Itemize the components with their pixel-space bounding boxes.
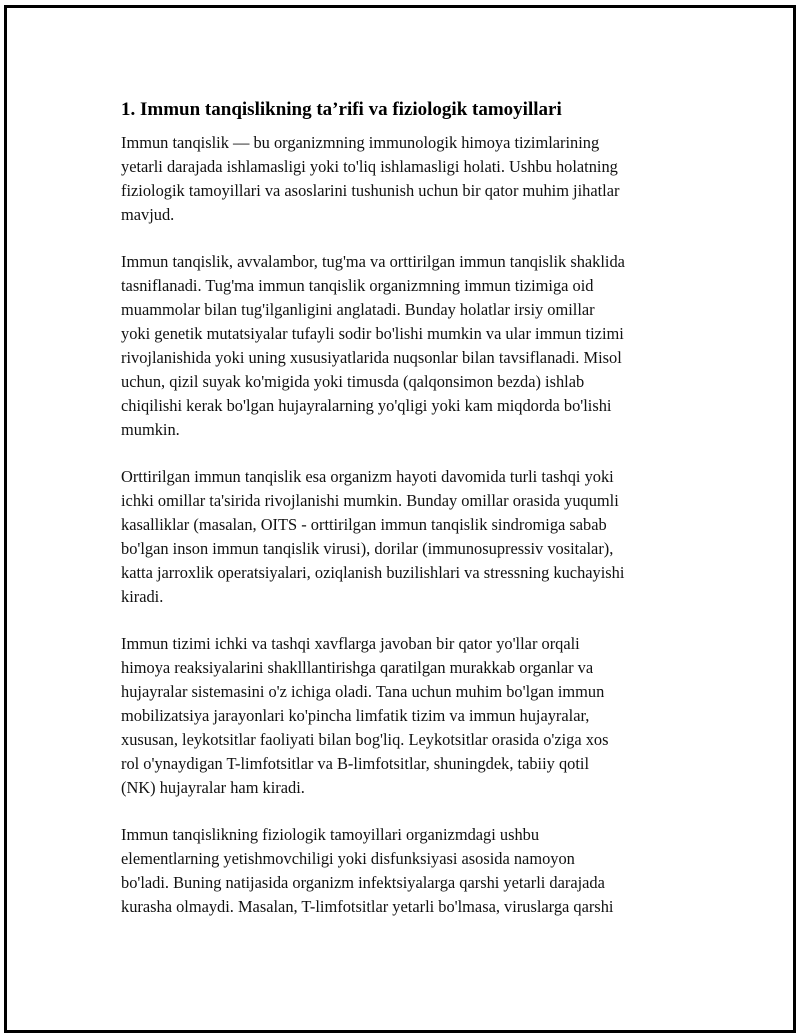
text-line: bo'ladi. Buning natijasida organizm infektsiyalarga qarshi yetarli darajada xyxy=(121,873,605,892)
paragraph-definition xyxy=(121,131,689,227)
text-line: mumkin. xyxy=(121,420,180,439)
text-line: kasalliklar (masalan, OITS - orttirilgan immun tanqislik sindromiga sabab xyxy=(121,515,607,534)
text-line: himoya reaksiyalarini shaklllantirishga qaratilgan murakkab organlar va xyxy=(121,658,594,677)
text-line: Immun tanqislikning fiziologik tamoyillari organizmdagi ushbu xyxy=(121,825,540,844)
text-line: ichki omillar ta'sirida rivojlanishi mumkin. Bunday omillar orasida yuqumli xyxy=(121,491,619,510)
paragraph-classification xyxy=(121,250,689,442)
paragraph-immune-system xyxy=(121,632,689,800)
text-line: yetarli darajada ishlamasligi yoki to'liq ishlamasligi holati. Ushbu holatning xyxy=(121,157,618,176)
text-line: mobilizatsiya jarayonlari ko'pincha limfatik tizim va immun hujayralar, xyxy=(121,706,590,725)
text-line: yoki genetik mutatsiyalar tufayli sodir bo'lishi mumkin va ular immun tizimi xyxy=(121,324,624,343)
text-line: xususan, leykotsitlar faoliyati bilan bog'liq. Leykotsitlar orasida o'ziga xos xyxy=(121,730,609,749)
text-line: (NK) hujayralar ham kiradi. xyxy=(121,778,305,797)
text-line: Immun tanqislik, avvalambor, tug'ma va orttirilgan immun tanqislik shaklida xyxy=(121,252,625,271)
text-line: elementlarning yetishmovchiligi yoki disfunksiyasi asosida namoyon xyxy=(121,849,575,868)
page-frame xyxy=(4,5,796,1033)
text-line: rivojlanishida yoki uning xususiyatlarida nuqsonlar bilan tavsiflanadi. Misol xyxy=(121,348,622,367)
text-line: fiziologik tamoyillari va asoslarini tushunish uchun bir qator muhim jihatlar xyxy=(121,181,620,200)
section-heading: 1. Immun tanqislikning ta’rifi va fiziologik tamoyillari xyxy=(121,99,562,120)
text-line: rol o'ynaydigan T-limfotsitlar va B-limfotsitlar, shuningdek, tabiiy qotil xyxy=(121,754,590,773)
text-line: chiqilishi kerak bo'lgan hujayralarning yo'qligi yoki kam miqdorda bo'lishi xyxy=(121,396,612,415)
text-line: katta jarroxlik operatsiyalari, oziqlanish buzilishlari va stressning kuchayishi xyxy=(121,563,625,582)
document-body xyxy=(121,98,689,942)
text-line: muammolar bilan tug'ilganligini anglatadi. Bunday holatlar irsiy omillar xyxy=(121,300,595,319)
paragraph-acquired xyxy=(121,465,689,609)
text-line: mavjud. xyxy=(121,205,175,224)
text-line: uchun, qizil suyak ko'migida yoki timusda (qalqonsimon bezda) ishlab xyxy=(121,372,585,391)
text-line: kiradi. xyxy=(121,587,164,606)
text-line: hujayralar sistemasini o'z ichiga oladi. Tana uchun muhim bo'lgan immun xyxy=(121,682,605,701)
text-line: Orttirilgan immun tanqislik esa organizm hayoti davomida turli tashqi yoki xyxy=(121,467,614,486)
text-line: kurasha olmaydi. Masalan, T-limfotsitlar yetarli bo'lmasa, viruslarga qarshi xyxy=(121,897,614,916)
text-line: bo'lgan inson immun tanqislik virusi), dorilar (immunosupressiv vositalar), xyxy=(121,539,614,558)
text-line: tasniflanadi. Tug'ma immun tanqislik organizmning immun tizimiga oid xyxy=(121,276,594,295)
text-line: Immun tanqislik — bu organizmning immunologik himoya tizimlarining xyxy=(121,133,600,152)
text-line: Immun tizimi ichki va tashqi xavflarga javoban bir qator yo'llar orqali xyxy=(121,634,580,653)
paragraph-principles xyxy=(121,823,689,919)
